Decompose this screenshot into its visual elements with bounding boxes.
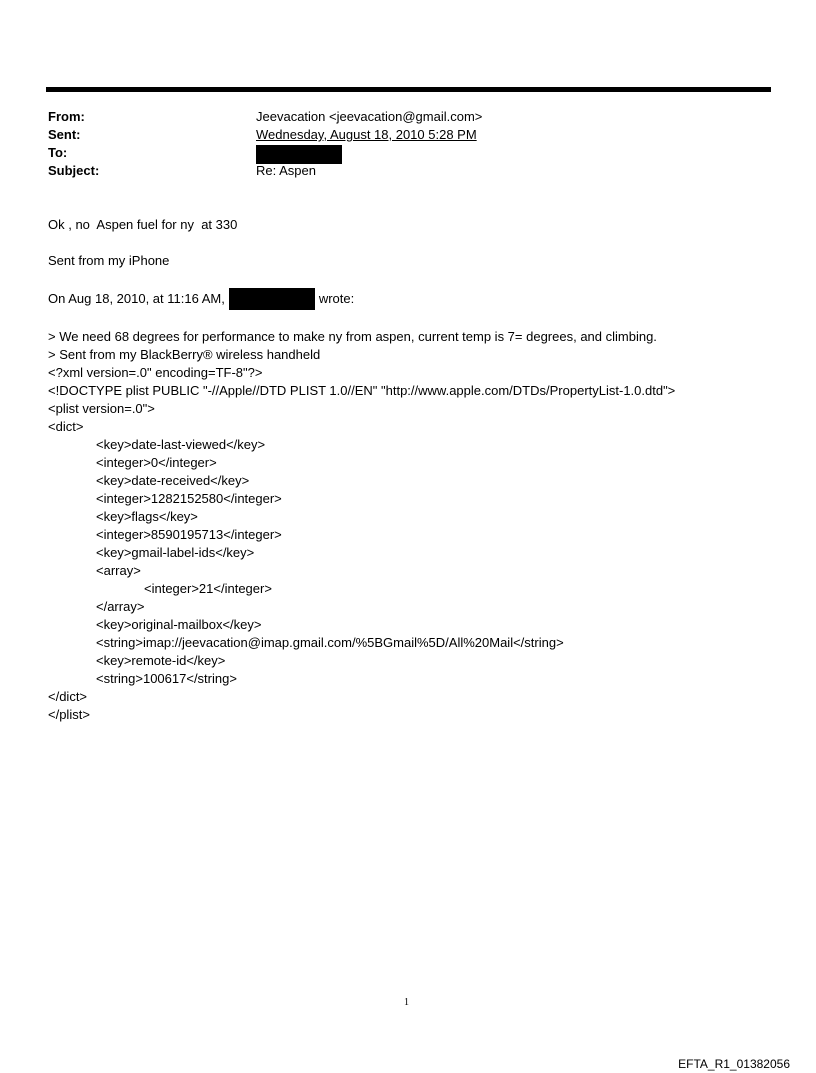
plist-line: <dict> — [48, 419, 84, 434]
plist-line: <integer>21</integer> — [144, 581, 272, 596]
from-label: From: — [48, 109, 85, 124]
quote-attribution — [48, 288, 788, 310]
plist-line: <integer>1282152580</integer> — [96, 491, 282, 506]
sent-label: Sent: — [48, 127, 81, 142]
quoted-line-2: > Sent from my BlackBerry® wireless handheld — [48, 347, 321, 362]
plist-line: <integer>0</integer> — [96, 455, 217, 470]
plist-line: </dict> — [48, 689, 88, 704]
sender-redaction — [229, 288, 315, 310]
plist-line: <!DOCTYPE plist PUBLIC "-//Apple//DTD PLIST 1.0//EN" "http://www.apple.com/DTDs/PropertyList-1.0.dtd"> — [48, 383, 676, 398]
plist-line: </plist> — [48, 707, 90, 722]
plist-line: <plist version=.0"> — [48, 401, 155, 416]
to-label: To: — [48, 145, 68, 160]
plist-line: <?xml version=.0" encoding=TF-8"?> — [48, 365, 263, 380]
subject-label: Subject: — [48, 163, 100, 178]
body-line-reply: Ok , no Aspen fuel for ny at 330 — [48, 217, 238, 232]
plist-line: </array> — [96, 599, 145, 614]
header-rule — [46, 87, 771, 92]
plist-line: <key>original-mailbox</key> — [96, 617, 262, 632]
plist-line: <key>remote-id</key> — [96, 653, 226, 668]
subject-value: Re: Aspen — [256, 163, 316, 178]
plist-line: <array> — [96, 563, 141, 578]
from-value: Jeevacation <jeevacation@gmail.com> — [256, 109, 483, 124]
attribution-prefix: On Aug 18, 2010, at 11:16 AM, — [48, 291, 225, 306]
to-row — [48, 144, 768, 162]
page-number: 1 — [404, 997, 409, 1008]
document-id: EFTA_R1_01382056 — [678, 1057, 790, 1071]
plist-line: <key>gmail-label-ids</key> — [96, 545, 255, 560]
subject-row — [48, 162, 768, 180]
from-row — [48, 108, 768, 126]
plist-line: <key>date-received</key> — [96, 473, 250, 488]
sent-row — [48, 126, 768, 144]
plist-line: <string>imap://jeevacation@imap.gmail.com/%5BGmail%5D/All%20Mail</string> — [96, 635, 564, 650]
plist-line: <key>flags</key> — [96, 509, 198, 524]
email-header — [48, 108, 768, 180]
body-line-signature: Sent from my iPhone — [48, 253, 170, 268]
quoted-line-1: > We need 68 degrees for performance to make ny from aspen, current temp is 7= degrees, and climbing. — [48, 329, 657, 344]
plist-line: <key>date-last-viewed</key> — [96, 437, 266, 452]
email-body — [48, 216, 788, 724]
plist-line: <integer>8590195713</integer> — [96, 527, 282, 542]
sent-value: Wednesday, August 18, 2010 5:28 PM — [256, 127, 477, 142]
attribution-suffix: wrote: — [318, 291, 355, 306]
plist-line: <string>100617</string> — [96, 671, 237, 686]
